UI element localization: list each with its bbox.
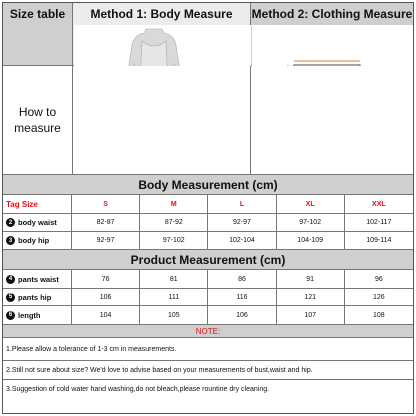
method1-cell bbox=[73, 66, 251, 174]
how-to-measure-label bbox=[3, 66, 73, 174]
method2-cell bbox=[251, 66, 413, 174]
note-title-row bbox=[3, 325, 413, 338]
table-cell: 106 bbox=[208, 306, 276, 324]
table-cell: 76 bbox=[72, 270, 140, 288]
table-row bbox=[3, 270, 413, 289]
note-item: 1.Please allow a tolerance of 1-3 cm in measurements. bbox=[6, 345, 177, 353]
row-label bbox=[3, 214, 72, 231]
how-to-line2: measure bbox=[14, 121, 61, 135]
note-item: 2.Still not sure about size? We'd love to advise based on your measurements of bust,waist and hip. bbox=[6, 366, 313, 374]
size-header-row bbox=[3, 195, 413, 214]
table-cell: 116 bbox=[208, 289, 276, 305]
table-cell: 102-104 bbox=[208, 232, 276, 249]
row-label bbox=[3, 270, 72, 288]
body-measurement-title-row bbox=[3, 175, 413, 195]
note-title: NOTE: bbox=[195, 326, 221, 336]
table-cell: 91 bbox=[277, 270, 345, 288]
table-cell: 104 bbox=[72, 306, 140, 324]
table-cell: 104-109 bbox=[277, 232, 345, 249]
row-label-text: body hip bbox=[18, 236, 50, 245]
row-label-text: body waist bbox=[18, 218, 57, 227]
table-cell: 82-87 bbox=[72, 214, 140, 231]
table-cell: 126 bbox=[373, 293, 385, 301]
table-row bbox=[3, 214, 413, 232]
body-measurement-title: Body Measurement (cm) bbox=[138, 177, 278, 192]
table-cell: 111 bbox=[140, 289, 208, 305]
number-badge-icon: 2 bbox=[6, 218, 15, 227]
table-cell: 105 bbox=[140, 306, 208, 324]
row-label-text: pants hip bbox=[18, 292, 52, 302]
product-measurement-title-row bbox=[3, 250, 413, 270]
row-label-text: pants waist bbox=[18, 274, 59, 284]
size-xxl: XXL bbox=[372, 200, 386, 208]
table-cell: 87-92 bbox=[140, 214, 208, 231]
number-badge-icon: 5 bbox=[6, 293, 15, 302]
method2-heading: Method 2: Clothing Measure bbox=[251, 3, 413, 65]
number-badge-icon: 6 bbox=[6, 311, 15, 320]
table-cell: 106 bbox=[72, 289, 140, 305]
table-row bbox=[3, 289, 413, 306]
how-to-line1: How to bbox=[18, 105, 57, 119]
size-chart bbox=[2, 2, 414, 414]
method1-heading: Method 1: Body Measure bbox=[73, 3, 251, 65]
row-label-text: length bbox=[18, 310, 41, 320]
tag-size-label: Tag Size bbox=[3, 195, 72, 213]
size-table-heading: Size table bbox=[3, 3, 73, 65]
table-cell: 97-102 bbox=[277, 214, 345, 231]
size-l: L bbox=[208, 195, 276, 213]
table-cell: 102-117 bbox=[366, 219, 392, 226]
table-cell: 92-97 bbox=[208, 214, 276, 231]
note-row bbox=[3, 361, 413, 380]
table-cell: 86 bbox=[208, 270, 276, 288]
table-row bbox=[3, 306, 413, 325]
note-item: 3.Suggestion of cold water hand washing,do not bleach,please rountine dry cleaning. bbox=[6, 385, 270, 393]
table-cell: 121 bbox=[277, 289, 345, 305]
note-row bbox=[3, 338, 413, 361]
table-cell: 81 bbox=[140, 270, 208, 288]
row-label bbox=[3, 232, 72, 249]
table-cell: 97-102 bbox=[140, 232, 208, 249]
table-cell: 96 bbox=[374, 275, 383, 283]
row-label bbox=[3, 289, 72, 305]
number-badge-icon: 3 bbox=[6, 236, 15, 245]
table-cell: 107 bbox=[277, 306, 345, 324]
size-s: S bbox=[72, 195, 140, 213]
measure-row bbox=[3, 66, 413, 175]
table-row bbox=[3, 232, 413, 250]
table-cell: 109-114 bbox=[366, 237, 392, 244]
number-badge-icon: 4 bbox=[6, 275, 15, 284]
product-measurement-title: Product Measurement (cm) bbox=[130, 252, 286, 267]
note-row bbox=[3, 380, 413, 398]
size-xl: XL bbox=[277, 195, 345, 213]
table-cell: 108 bbox=[373, 311, 385, 319]
table-cell: 92-97 bbox=[72, 232, 140, 249]
row-label bbox=[3, 306, 72, 324]
size-m: M bbox=[140, 195, 208, 213]
